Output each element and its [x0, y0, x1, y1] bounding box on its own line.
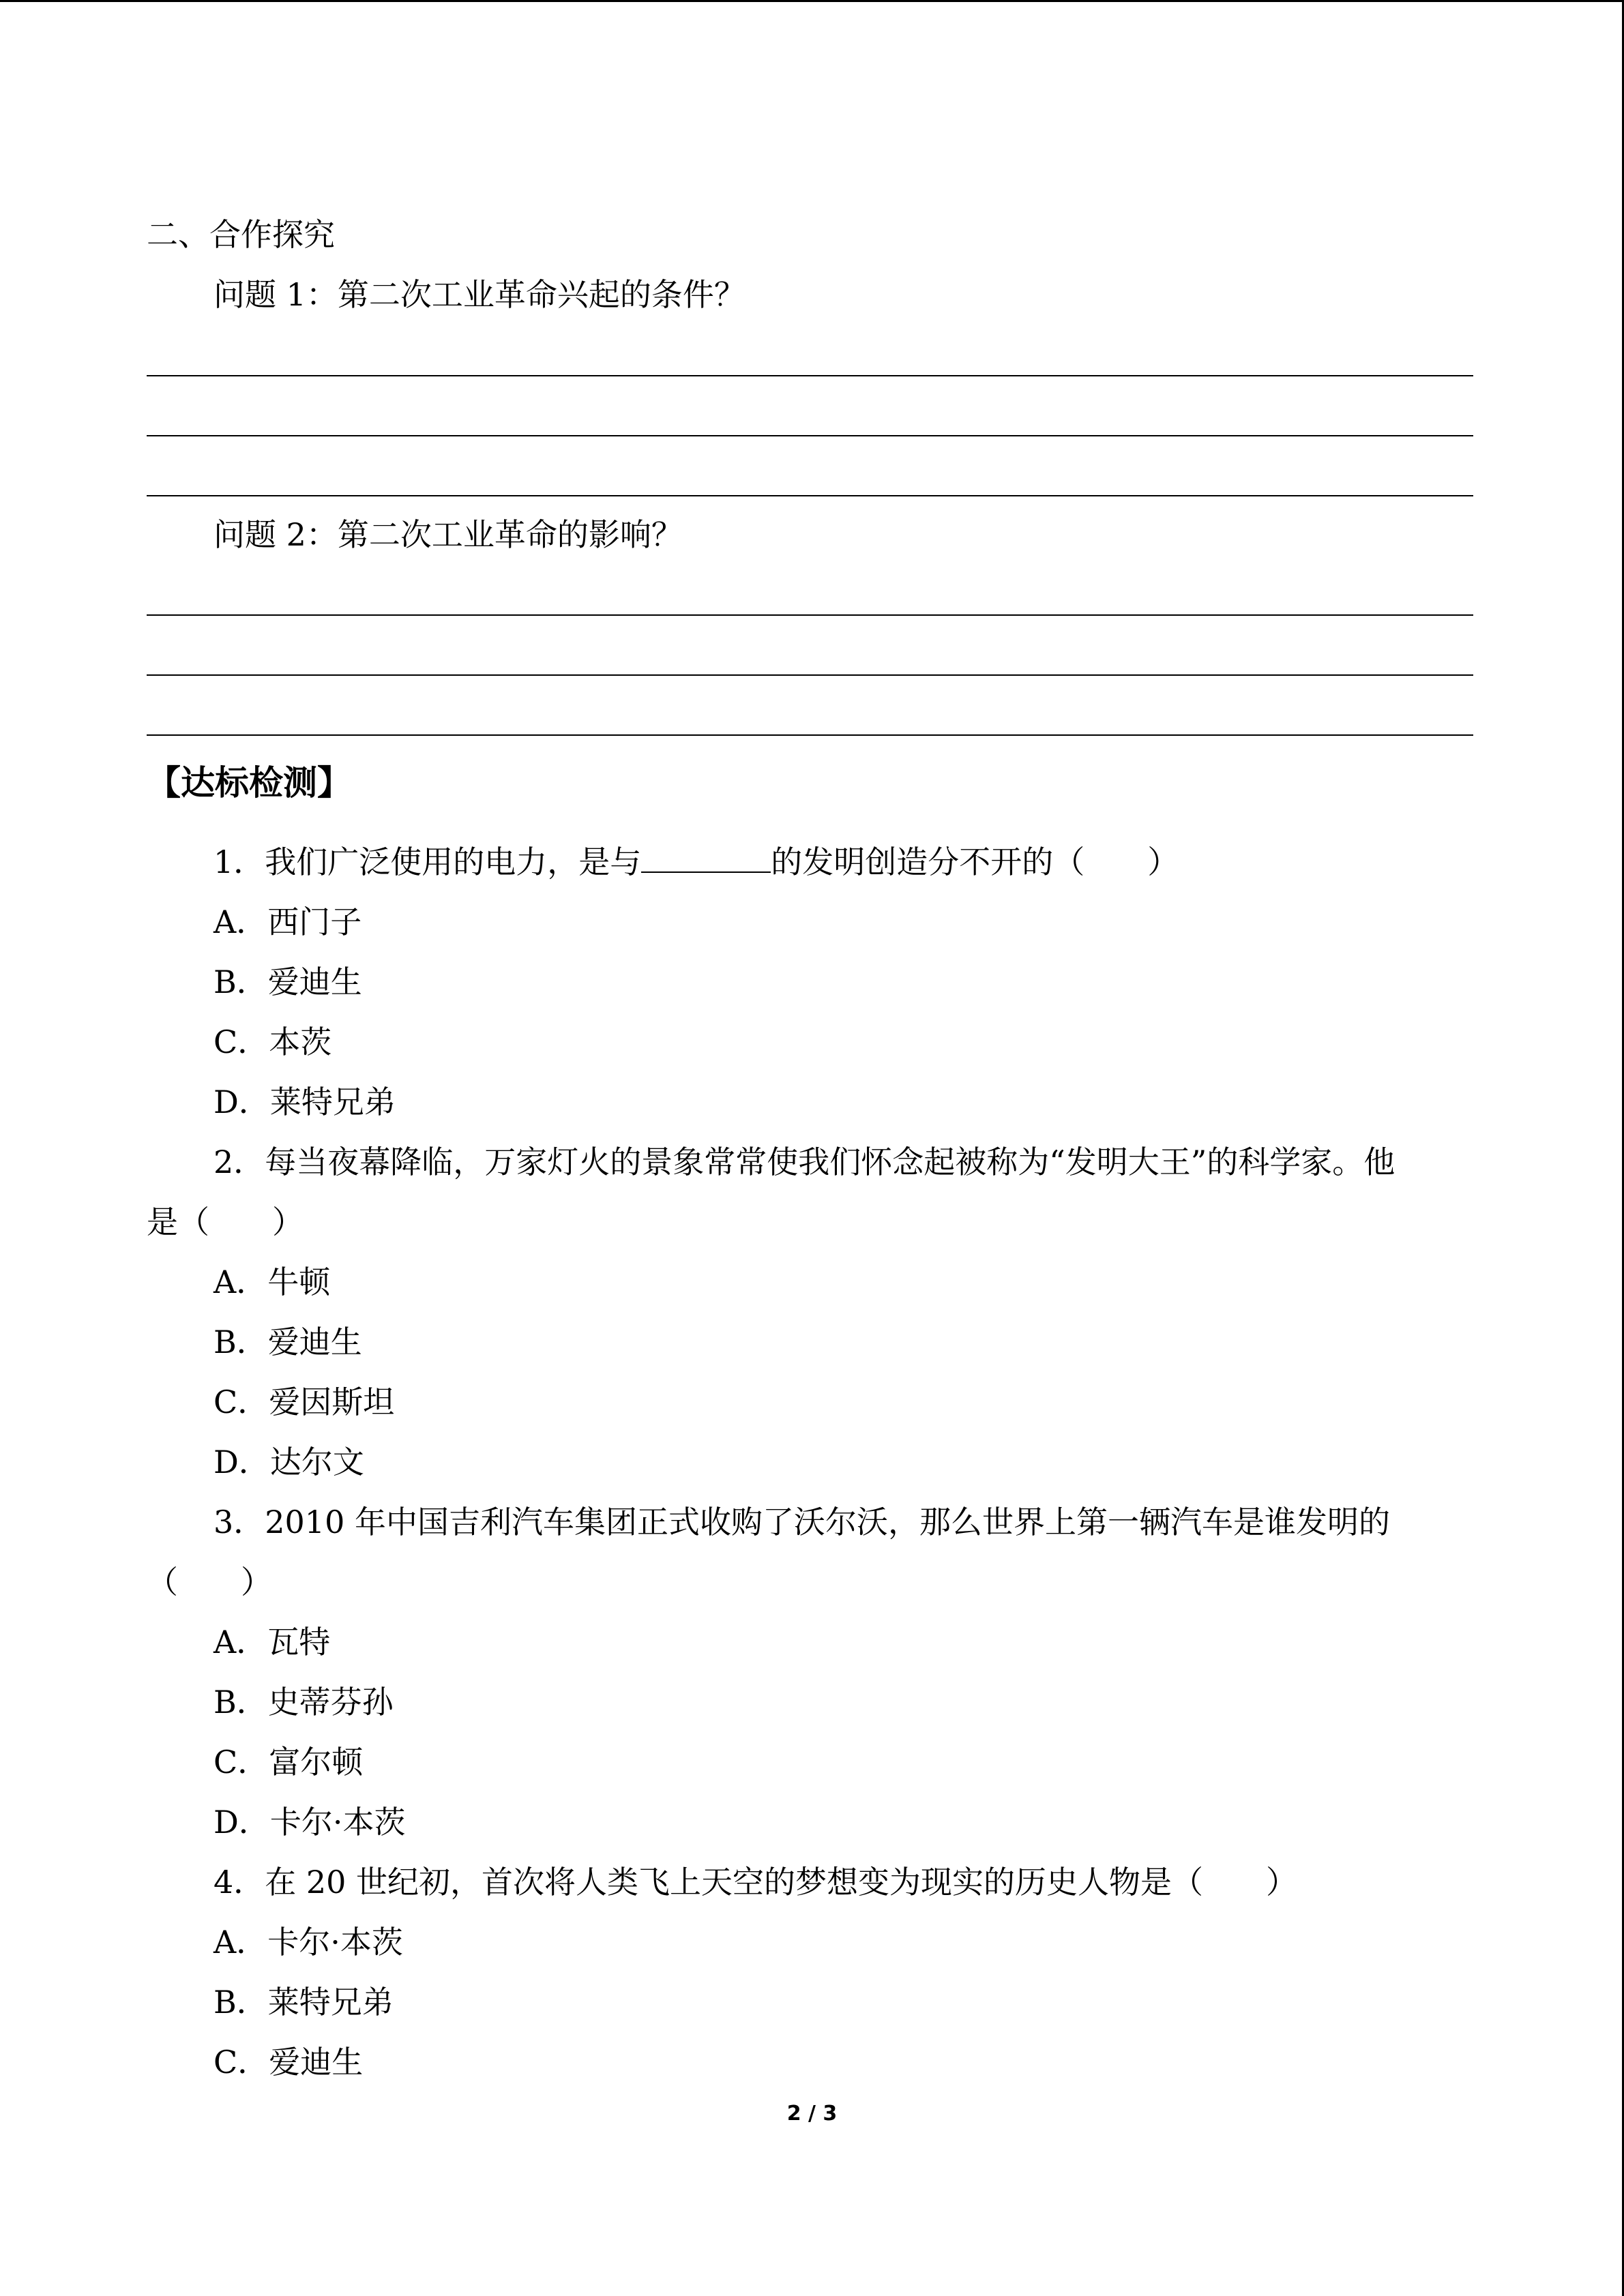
- q3-option-d: D．卡尔·本茨: [213, 1804, 406, 1840]
- q2-option-d: D．达尔文: [213, 1444, 364, 1480]
- q1-blank: [641, 844, 771, 873]
- q1-option-b: B．爱迪生: [213, 964, 362, 1000]
- q4-option-a: A．卡尔·本茨: [213, 1924, 403, 1960]
- q3-option-a: A．瓦特: [213, 1624, 331, 1660]
- q3-option-c: C．富尔顿: [213, 1744, 364, 1780]
- answer-line-2: [147, 435, 1473, 436]
- q2-stem-line2: 是（ ）: [147, 1204, 304, 1240]
- q3-stem-line2: （ ）: [147, 1564, 272, 1600]
- q2-option-a: A．牛顿: [213, 1264, 331, 1300]
- q2-stem-line1: 2．每当夜幕降临，万家灯火的景象常常使我们怀念起被称为“发明大王”的科学家。他: [213, 1144, 1396, 1180]
- answer-line-6: [147, 734, 1473, 736]
- q1-option-c: C．本茨: [213, 1024, 332, 1060]
- page-number: 2 / 3: [786, 2102, 838, 2126]
- question-1: 问题 1：第二次工业革命兴起的条件？: [213, 276, 745, 313]
- answer-line-5: [147, 674, 1473, 676]
- page-border-top: [0, 0, 1624, 2]
- answer-line-1: [147, 375, 1473, 376]
- q4-stem: 4．在 20 世纪初，首次将人类飞上天空的梦想变为现实的历史人物是（ ）: [213, 1864, 1298, 1900]
- answer-line-3: [147, 495, 1473, 496]
- q1-stem: [213, 843, 1179, 881]
- q4-option-b: B．莱特兄弟: [213, 1984, 394, 2021]
- q1-stem-after: 的发明创造分不开的（ ）: [771, 844, 1179, 880]
- q1-option-d: D．莱特兄弟: [213, 1084, 396, 1120]
- q3-stem-line1: 3．2010 年中国吉利汽车集团正式收购了沃尔沃，那么世界上第一辆汽车是谁发明的: [213, 1504, 1390, 1540]
- q2-option-b: B．爱迪生: [213, 1324, 362, 1360]
- q1-option-a: A．西门子: [213, 904, 362, 940]
- section-title: 二、合作探究: [147, 216, 335, 253]
- question-2: 问题 2：第二次工业革命的影响？: [213, 516, 683, 553]
- answer-line-4: [147, 614, 1473, 616]
- q1-stem-before: 1．我们广泛使用的电力，是与: [213, 844, 642, 880]
- test-heading: 【达标检测】: [147, 763, 351, 803]
- q2-option-c: C．爱因斯坦: [213, 1384, 395, 1420]
- q4-option-c: C．爱迪生: [213, 2044, 364, 2081]
- q3-option-b: B．史蒂芬孙: [213, 1684, 394, 1720]
